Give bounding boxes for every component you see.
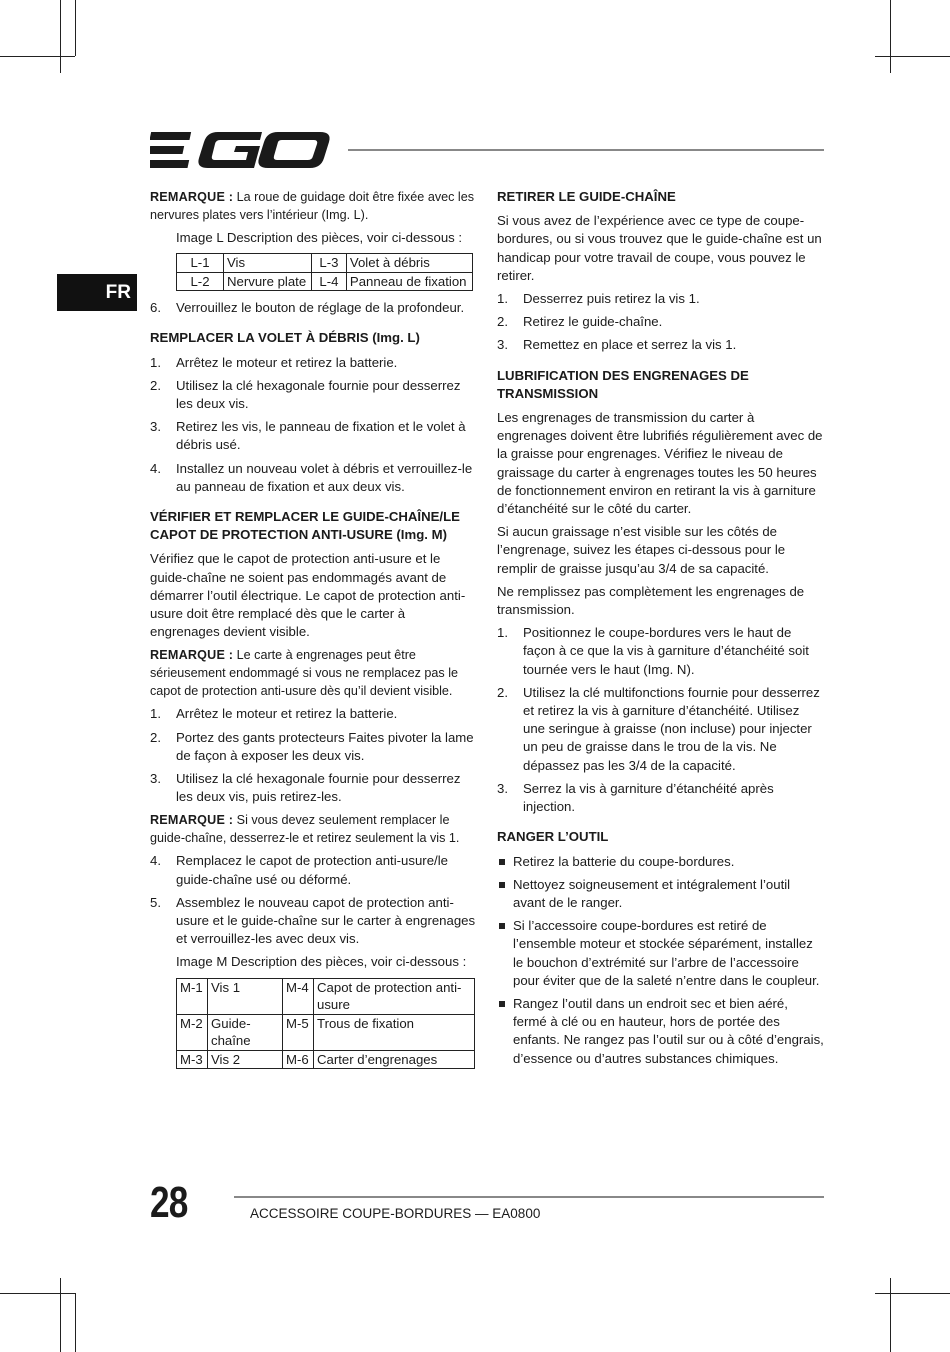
ego-logo: [150, 128, 332, 172]
section-heading: RETIRER LE GUIDE-CHAÎNE: [497, 189, 676, 204]
table-cell: M-2: [177, 1014, 208, 1050]
crop-mark: [60, 0, 61, 73]
table-cell: Volet à débris: [346, 254, 472, 273]
paragraph: Si aucun graissage n’est visible sur les côtés de l’engrenage, suivez les étapes ci-dessous pour le remplir de graisse jusqu’au 3/4 de sa capacité.: [497, 524, 786, 576]
note-guide-chain: [150, 811, 477, 847]
crop-mark: [890, 1278, 891, 1352]
list-item: [497, 313, 824, 331]
footer-rule: [234, 1196, 824, 1198]
step-text: Verrouillez le bouton de réglage de la profondeur.: [176, 300, 465, 316]
header-rule: [348, 149, 824, 151]
footer-title: ACCESSOIRE COUPE-BORDURES — EA0800: [250, 1206, 541, 1221]
step-text: Retirez les vis, le panneau de fixation et le volet à débris usé.: [176, 419, 466, 453]
step-number: 4.: [150, 460, 161, 476]
table-cell: L-3: [311, 254, 346, 273]
step-number: 2.: [150, 377, 161, 393]
paragraph: Ne remplissez pas complètement les engrenages de transmission.: [497, 583, 805, 618]
table-cell: M-1: [177, 978, 208, 1014]
list-item: [150, 377, 477, 413]
note-text: Le carte à engrenages peut être sérieusement endommagé si vous ne remplacez pas le capot de protection anti-usure dès qu’il devient visible.: [150, 648, 459, 699]
note-gearbox: [150, 646, 477, 700]
note-guide-wheel: [150, 188, 477, 224]
step-number: 1.: [150, 706, 161, 722]
list-item: [150, 705, 477, 723]
step-list: [497, 624, 824, 816]
right-column: [497, 188, 824, 1073]
step-number: 4.: [150, 853, 161, 869]
step-text: Installez un nouveau volet à débris et verrouillez-le au panneau de fixation et aux deux vis.: [176, 460, 473, 494]
list-item: Retirez la batterie du coupe-bordures.: [497, 853, 824, 871]
step-number: 3.: [497, 780, 508, 796]
step-number: 2.: [150, 729, 161, 745]
table-cell: Vis: [224, 254, 312, 273]
step-text: Retirez le guide-chaîne.: [523, 314, 663, 330]
paragraph: Les engrenages de transmission du carter à engrenages doivent être lubrifiés régulièrement avec de la graisse pour engrenages. Vérifiez le niveau de graissage du carter à engrenages toutes les 50 heures de fonctionnement environ en retirant la vis à garniture d’étanchéité sur le côté du carter.: [497, 410, 823, 517]
table-cell: Capot de protection anti-usure: [314, 978, 475, 1014]
table-cell: M-5: [283, 1014, 314, 1050]
crop-mark: [875, 1293, 950, 1294]
step-number: 2.: [497, 314, 508, 330]
step-text: Remplacez le capot de protection anti-usure/le guide-chaîne usé ou déformé.: [176, 853, 448, 887]
table-row: [177, 272, 473, 291]
list-item: [497, 624, 824, 679]
section-heading: VÉRIFIER ET REMPLACER LE GUIDE-CHAÎNE/LE CAPOT DE PROTECTION ANTI-USURE (Img. M): [150, 509, 460, 543]
step-text: Desserrez puis retirez la vis 1.: [523, 291, 700, 307]
table-cell: Vis 2: [208, 1050, 283, 1069]
step-list: [150, 852, 477, 948]
table-cell: Guide-chaîne: [208, 1014, 283, 1050]
paragraph: Si vous avez de l’expérience avec ce type de coupe-bordures, ou si vous trouvez que le guide-chaîne est un handicap pour votre travail de coupe, vous pouvez le retirer.: [497, 213, 822, 283]
table-cell: L-1: [177, 254, 224, 273]
list-item: Si l’accessoire coupe-bordures est retiré de l’ensemble moteur et stockée séparément, installez le bouchon d’extrémité sur l’arbre de l’accessoire pour éviter que de la saleté n’entre dans le coupleur.: [497, 917, 824, 990]
crop-mark: [0, 1293, 75, 1294]
step-number: 5.: [150, 894, 161, 910]
step-number: 3.: [150, 419, 161, 435]
list-item: Rangez l’outil dans un endroit sec et bien aéré, fermé à clé ou en hauteur, hors de portée des enfants. Ne rangez pas l’outil sur ou à côté d’engrais, d’essence ou d’autres substances chimiques.: [497, 995, 824, 1068]
table-cell: M-6: [283, 1050, 314, 1069]
step-number: 1.: [497, 291, 508, 307]
list-item: [497, 780, 824, 816]
crop-mark: [60, 1278, 61, 1352]
step-list: [150, 705, 477, 806]
image-l-caption: Image L Description des pièces, voir ci-dessous :: [176, 230, 463, 245]
note-text: La roue de guidage doit être fixée avec les nervures plates vers l’intérieur (Img. L).: [150, 190, 475, 222]
list-item: [497, 684, 824, 775]
paragraph: Vérifiez que le capot de protection anti-usure et le guide-chaîne ne soient pas endommagés avant de démarrer l’outil électrique. Le capot de protection anti-usure doit être remplacé dès que le carter à engrenages devient visible.: [150, 551, 466, 640]
list-item: [150, 460, 477, 496]
left-column: [150, 188, 477, 1077]
crop-mark: [75, 1293, 76, 1352]
crop-mark: [875, 56, 950, 57]
note-label: REMARQUE :: [150, 648, 234, 663]
step-list: [497, 290, 824, 355]
table-cell: L-4: [311, 272, 346, 291]
list-item: Nettoyez soigneusement et intégralement l’outil avant de le ranger.: [497, 876, 824, 912]
table-row: [177, 1014, 475, 1050]
crop-mark: [890, 0, 891, 73]
page-number: 28: [150, 1178, 188, 1227]
list-item: [150, 894, 477, 949]
list-item: [150, 729, 477, 765]
parts-table-l: [176, 253, 473, 291]
step-number: 1.: [150, 354, 161, 370]
note-text: Si vous devez seulement remplacer le guide-chaîne, desserrez-le et retirez seulement la vis 1.: [150, 813, 460, 846]
step-text: Positionnez le coupe-bordures vers le haut de façon à ce que la vis à garniture d’étanchéité soit tournée vers le haut (Img. N).: [523, 625, 809, 677]
table-row: [177, 1050, 475, 1069]
list-item: [150, 354, 477, 372]
table-cell: L-2: [177, 272, 224, 291]
step-text: Portez des gants protecteurs Faites pivoter la lame de façon à exposer les deux vis.: [176, 729, 474, 763]
table-cell: M-4: [283, 978, 314, 1014]
step-text: Utilisez la clé hexagonale fournie pour desserrez les deux vis.: [176, 377, 461, 412]
table-cell: Vis 1: [208, 978, 283, 1014]
table-row: [177, 254, 473, 273]
crop-mark: [0, 56, 75, 57]
note-label: REMARQUE :: [150, 190, 234, 204]
note-label: REMARQUE :: [150, 813, 234, 828]
table-cell: Carter d’engrenages: [314, 1050, 475, 1069]
table-cell: Nervure plate: [224, 272, 312, 291]
section-heading: REMPLACER LA VOLET À DÉBRIS (Img. L): [150, 330, 420, 346]
step-text: Serrez la vis à garniture d’étanchéité après injection.: [523, 780, 774, 815]
step-list: [150, 354, 477, 496]
table-cell: M-3: [177, 1050, 208, 1069]
table-cell: Trous de fixation: [314, 1014, 475, 1050]
crop-mark: [75, 0, 76, 56]
language-tab: FR: [57, 274, 137, 311]
list-item: [497, 336, 824, 354]
step-number: 2.: [497, 684, 508, 700]
list-item: [150, 418, 477, 454]
section-heading: LUBRIFICATION DES ENGRENAGES DE TRANSMISSION: [497, 367, 749, 401]
table-row: [177, 978, 475, 1014]
section-heading: RANGER L’OUTIL: [497, 829, 609, 845]
step-number: 6.: [150, 300, 161, 316]
step-number: 1.: [497, 625, 508, 641]
step-list: [150, 299, 477, 317]
step-number: 3.: [150, 771, 161, 787]
step-text: Utilisez la clé hexagonale fournie pour desserrez les deux vis, puis retirez-les.: [176, 771, 461, 805]
list-item: [150, 770, 477, 806]
step-number: 3.: [497, 337, 508, 353]
list-item: [497, 290, 824, 308]
step-text: Arrêtez le moteur et retirez la batterie.: [176, 354, 398, 370]
step-text: Assemblez le nouveau capot de protection anti-usure et le guide-chaîne sur le carter à engrenages et verrouillez-les avec deux vis.: [176, 894, 476, 947]
parts-table-m: [176, 978, 475, 1070]
step-text: Remettez en place et serrez la vis 1.: [523, 337, 737, 353]
bullet-list: [497, 853, 824, 1068]
step-text: Utilisez la clé multifonctions fournie pour desserrez et retirez la vis à garniture d’étanchéité. Utilisez une seringue à graisse (non incluse) pour injecter un peu de graisse dans le trou de la vis. Ne dépassez pas les 3/4 de la capacité.: [523, 684, 820, 773]
image-m-caption: Image M Description des pièces, voir ci-dessous :: [176, 954, 467, 970]
list-item: [150, 852, 477, 888]
table-cell: Panneau de fixation: [346, 272, 472, 291]
list-item: [150, 299, 477, 317]
step-text: Arrêtez le moteur et retirez la batterie.: [176, 706, 398, 722]
